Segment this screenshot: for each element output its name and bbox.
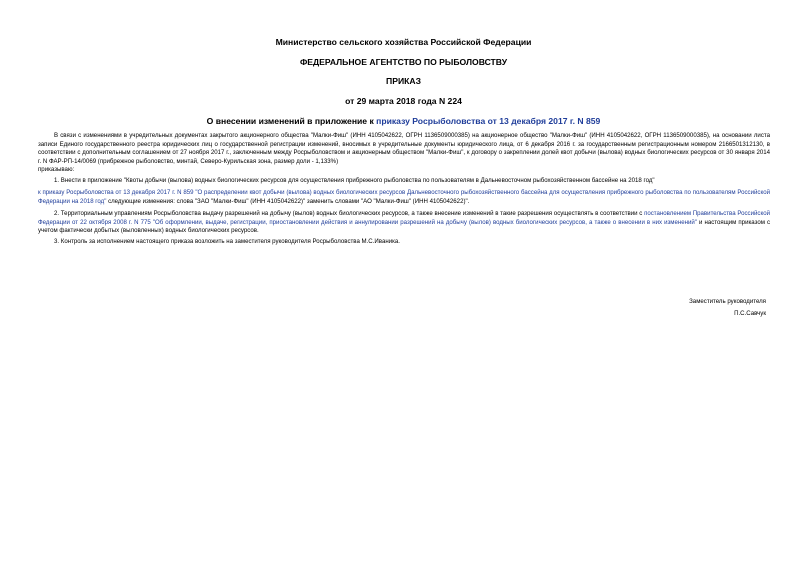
document-type: ПРИКАЗ bbox=[386, 76, 421, 86]
item-1-tail: следующие изменения: слова "ЗАО "Малки-Фиш" (ИНН 4105042622)" заменить словами "АО "Малки-Фиш" (ИНН 4105042622)". bbox=[106, 197, 470, 205]
item-2-paragraph bbox=[38, 210, 770, 236]
signatory-name: П.С.Савчук bbox=[734, 310, 766, 317]
item-2-text: 2. Территориальным управлениям Росрыболовства выдачу разрешений на добычу (вылов) водных биологических ресурсов, а также внесение изменений в такие разрешения осуществлять в соответствии с bbox=[54, 210, 645, 217]
item-2-tail: и настоящим приказом с учетом фактически добытых (выловленных) водных биологических ресурсов. bbox=[38, 218, 771, 234]
document-title bbox=[0, 116, 807, 126]
agency-heading: ФЕДЕРАЛЬНОЕ АГЕНТСТВО ПО РЫБОЛОВСТВУ bbox=[299, 57, 508, 67]
item-1-order-link[interactable]: к приказу Росрыболовства от 13 декабря 2017 г. N 859 "О распределении квот добычи (вылова) водных биологических ресурсов Дальневосточного рыбохозяйственного бассейна для осуществления прибрежного рыболовства по пользователям Российской Федерации на 2018 год" bbox=[38, 189, 770, 205]
document-title-prefix: О внесении изменений в приложение к bbox=[206, 116, 377, 126]
order-word: приказываю: bbox=[38, 166, 75, 173]
item-1-body bbox=[38, 189, 770, 206]
signatory-position: Заместитель руководителя bbox=[689, 298, 766, 305]
ministry-heading: Министерство сельского хозяйства Российской Федерации bbox=[275, 37, 532, 47]
item-3-paragraph: 3. Контроль за исполнением настоящего приказа возложить на заместителя руководителя Росрыболовства М.С.Иваника. bbox=[54, 237, 400, 245]
item-1-intro: 1. Внести в приложение "Квоты добычи (вылова) водных биологических ресурсов для осуществления прибрежного рыболовства по пользователям в Дальневосточном рыбохозяйственном бассейне на 2018 год" bbox=[54, 176, 655, 184]
document-body bbox=[38, 132, 770, 246]
preamble-paragraph: В связи с изменениями в учредительных документах закрытого акционерного общества "Малки-Фиш" (ИНН 4105042622, ОГРН 1136509000385) на акционерное общество "Малки-Фиш" (ИНН 4105042622, ОГРН 1136509000385), на основании листа записи Единого государственного реестра юридических лиц о государственной регистрации изменений, вносимых в учредительные документы юридического лица, от 6 декабря 2016 г. за государственным регистрационным номером 2166501312130, в соответствии с дополнительным соглашением от 27 ноября 2017 г., заключенным между Росрыболовством и акционерным обществом "Малки-Фиш", к договору о закреплении долей квот добычи (вылова) водных биологических ресурсов от 30 января 2014 г. N ФАР-РП-14/0069 (прибрежное рыболовство, минтай, Северо-Курильская зона, размер доли - 1,133%) bbox=[38, 132, 770, 165]
item-2-resolution-link[interactable]: постановлением Правительства Российской Федерации от 22 октября 2008 г. N 775 "Об оформлении, выдаче, регистрации, приостановлении действия и аннулировании разрешений на добычу (вылов) водных биологических ресурсов, а также о внесении в них изменений" bbox=[38, 210, 770, 226]
title-order-link[interactable]: приказу Росрыболовства от 13 декабря 2017 г. N 859 bbox=[376, 116, 601, 126]
document-date-number: от 29 марта 2018 года N 224 bbox=[345, 96, 462, 106]
